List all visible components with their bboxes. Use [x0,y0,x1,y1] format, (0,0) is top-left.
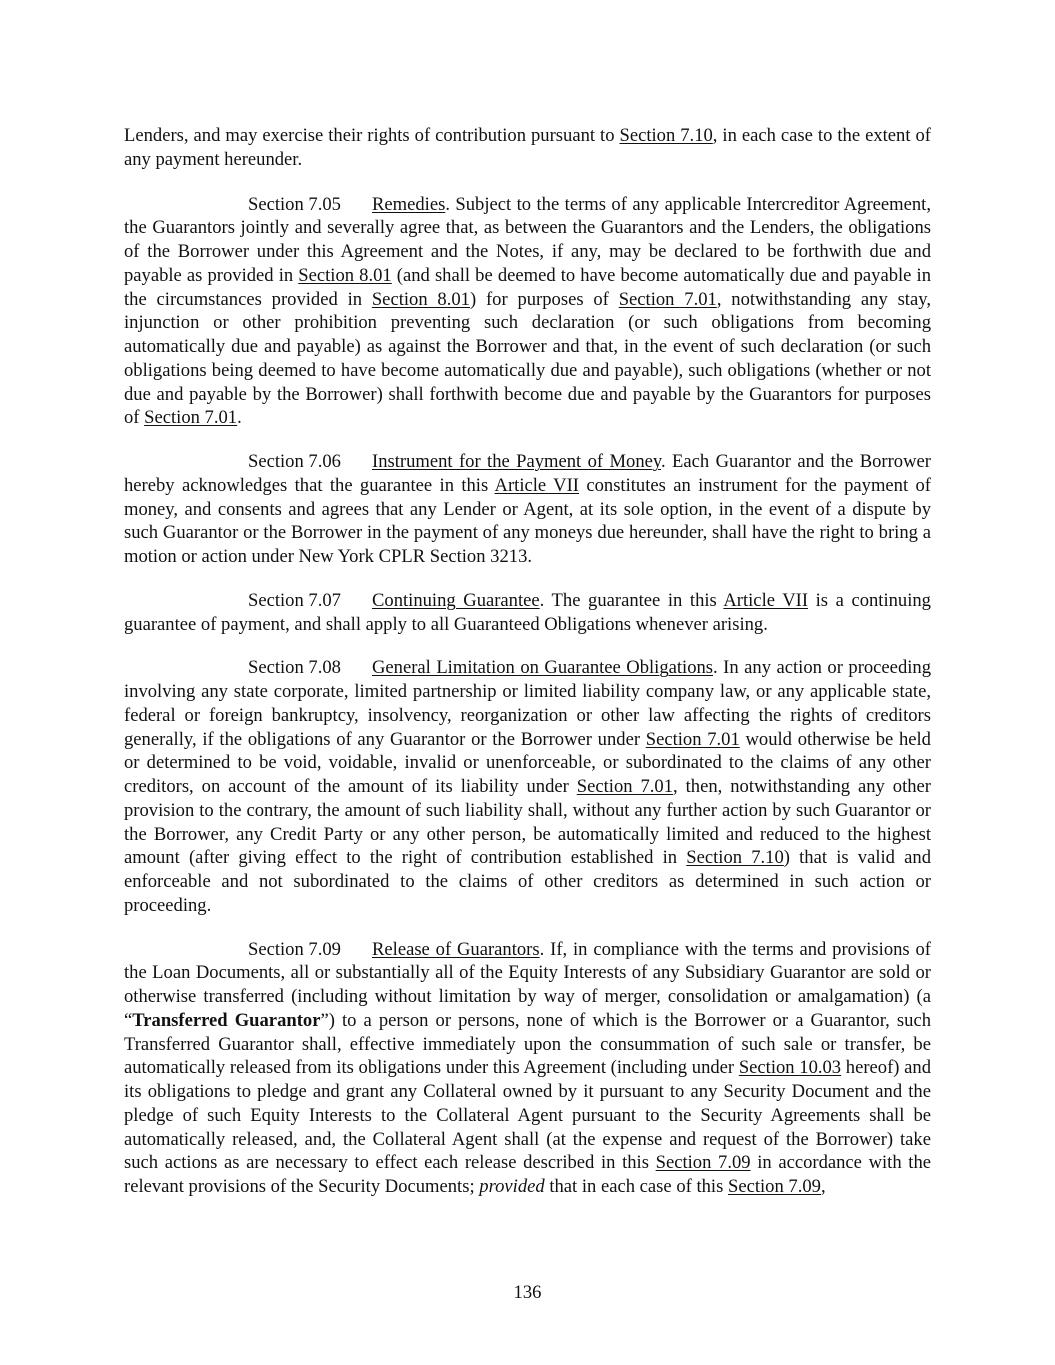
text-run: (and shall be deemed to have become automatically due and payable in the circumstances provided in [124,264,931,310]
page-number: 136 [513,1282,542,1303]
text-run: ) that is valid and enforceable and not subordinated to the claims of other creditors as determined in such action or proceeding. [124,847,931,916]
cross-reference: Section 7.01 [645,728,740,750]
text-run: . If, in compliance with the terms and provisions of the Loan Documents, all or substantially all of the Equity Interests of any Subsidiary Guarantor are sold or otherwise transferred (including without limitation by way of merger, consolidation or amalgamation) (a “ [124,938,932,1031]
text-run: hereof) and its obligations to pledge and grant any Collateral owned by it pursuant to any Security Document and the pledge of such Equity Interests to the Collateral Agent pursuant to the Security Agreements shall be automatically released, and, the Collateral Agent shall (at the expense and request of the Borrower) take such actions as are necessary to effect each release described in this [124,1057,931,1174]
cross-reference: Section 7.10 [686,847,784,869]
cross-reference: Section 7.01 [144,407,238,429]
text-run: Lenders, and may exercise their rights of contribution pursuant to [124,125,620,146]
section-heading: General Limitation on Guarantee Obligations [372,657,714,679]
section-7-09-paragraph [124,938,931,1199]
text-run: . In any action or proceeding involving any state corporate, limited partnership or limited liability company law, or any applicable state, federal or foreign bankruptcy, insolvency, reorganization or other law affecting the rights of creditors generally, if the obligations of any Guarantor or the Borrower under [124,657,931,750]
text-run: ) for purposes of [469,288,619,310]
text-run: constitutes an instrument for the payment of money, and consents and agrees that any Lender or Agent, at its sole option, in the event of a dispute by such Guarantor or the Borrower in the payment of any moneys due hereunder, shall have the right to bring a motion or action under New York CPLR Section 3213. [124,474,931,567]
text-run: , notwithstanding any stay, injunction or other prohibition preventing such declaration (or such obligations from becoming automatically due and payable) as against the Borrower and that, in the event of such declaration (or such obligations being deemed to have become automatically due and payable), such obligations (whether or not due and payable by the Borrower) shall forthwith become due and payable by the Guarantors for purposes of [124,288,931,429]
section-heading: Continuing Guarantee [372,589,540,611]
text-run: , [820,1176,826,1197]
section-7-07-paragraph [124,589,931,637]
text-run: is a continuing guarantee of payment, and shall apply to all Guaranteed Obligations whenever arising. [124,589,931,635]
cross-reference: Section 7.01 [576,776,674,797]
cross-reference: Section 7.09 [727,1176,821,1197]
cross-reference: Article VII [723,589,809,611]
section-7-05-paragraph [124,193,931,431]
text-run: ”) to a person or persons, none of which is the Borrower or a Guarantor, such Transferred Guarantor shall, effective immediately upon the consummation of such sale or transfer, be automatically released from its obligations under this Agreement (including under [124,1009,931,1079]
paragraph-continuation [124,124,931,172]
text-run: . The guarantee in this [539,589,724,611]
defined-term: Transferred Guarantor [132,1009,321,1031]
text-run: . Subject to the terms of any applicable Intercreditor Agreement, the Guarantors jointly and severally agree that, as between the Guarantors and the Lenders, the obligations of the Borrower under this Agreement and the Notes, if any, may be declared to be forthwith due and payable as provided in [124,193,931,286]
section-number: Section 7.07 [248,589,341,611]
cross-reference: Section 10.03 [738,1057,842,1079]
text-run: . Each Guarantor and the Borrower hereby acknowledges that the guarantee in this [124,451,931,496]
section-heading: Release of Guarantors [372,938,540,960]
section-number: Section 7.05 [248,193,341,215]
document-body [124,124,931,1219]
section-number: Section 7.09 [248,938,341,960]
cross-reference: Section 8.01 [298,264,392,286]
section-7-08-paragraph [124,656,931,917]
italic-term: provided [479,1176,545,1197]
cross-reference: Article VII [494,474,579,496]
text-run: , then, notwithstanding any other provision to the contrary, the amount of such liability shall, without any further action by such Guarantor or the Borrower, any Credit Party or any other person, be automatically limited and reduced to the highest amount (after giving effect to the right of contribution established in [124,776,931,869]
cross-reference: Section 7.10 [619,125,713,146]
section-heading: Remedies [372,193,446,215]
section-number: Section 7.08 [248,657,341,679]
text-run: in accordance with the relevant provisions of the Security Documents; [124,1152,931,1197]
section-number: Section 7.06 [248,451,341,472]
section-heading: Instrument for the Payment of Money [372,451,661,472]
section-7-06-paragraph [124,450,931,569]
cross-reference: Section 7.09 [655,1152,751,1174]
text-run: would otherwise be held or determined to be void, voidable, invalid or unenforceable, or subordinated to the claims of any other creditors, on account of the amount of its liability under [124,728,931,797]
text-run: that in each case of this [544,1176,728,1197]
cross-reference: Section 7.01 [618,288,717,310]
cross-reference: Section 8.01 [371,288,470,310]
text-run: , in each case to the extent of any payment hereunder. [124,125,931,170]
text-run: . [237,407,242,429]
